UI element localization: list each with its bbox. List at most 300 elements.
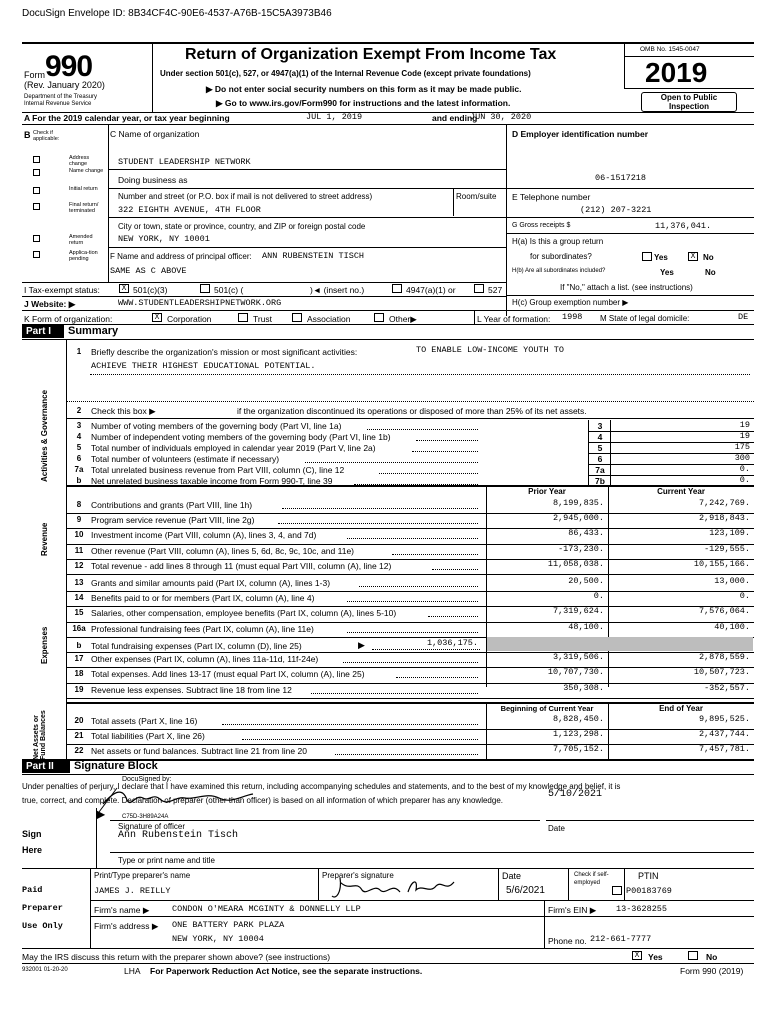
- line-number: 4: [76, 432, 82, 441]
- current-year-value: 0.: [739, 591, 750, 602]
- line16b-underline: [372, 649, 480, 650]
- line-number: 10: [74, 530, 84, 540]
- current-year-value: 7,242,769.: [698, 498, 750, 508]
- rule-firm-addr: [90, 916, 754, 917]
- signature-date: 5/10/2021: [548, 789, 603, 800]
- row-value: 300: [734, 453, 750, 463]
- line-number: 1: [76, 347, 82, 356]
- part2-title: Signature Block: [74, 760, 158, 772]
- other-label: Other▶: [389, 314, 417, 324]
- rule-k-top: [22, 310, 754, 311]
- row-dots: [347, 632, 478, 633]
- subordinates-no-label: No: [705, 268, 716, 277]
- row-box-number: 7a: [595, 465, 605, 475]
- row-divider: [588, 464, 589, 475]
- tax-year-begin: JUL 1, 2019: [306, 112, 363, 122]
- subordinates-included-label: H(b) Are all subordinates included?: [512, 268, 606, 274]
- insert-no-label: )◄ (insert no.): [310, 285, 365, 295]
- row-dots: [343, 662, 478, 663]
- officer-signature: [95, 782, 265, 816]
- discuss-no-label: No: [706, 952, 718, 962]
- prep-col4: [624, 868, 625, 900]
- group-exemption-label: H(c) Group exemption number ▶: [512, 298, 629, 307]
- prior-year-value: 8,199,835.: [552, 498, 604, 508]
- corporation-checkbox[interactable]: X: [152, 313, 162, 322]
- ssn-warning: ▶ Do not enter social security numbers on this form as it may be made public.: [206, 84, 522, 94]
- form-revision: (Rev. January 2020): [24, 80, 105, 90]
- row-dots: [359, 586, 478, 587]
- row-dots: [278, 523, 478, 524]
- current-year-value: -129,555.: [704, 543, 750, 554]
- prior-year-value: 2,945,000.: [552, 513, 604, 524]
- part2-tag: Part II: [22, 760, 70, 773]
- date-line: [546, 820, 754, 821]
- discuss-yes-label: Yes: [648, 952, 663, 962]
- arrow-right-icon: ▶: [358, 640, 365, 650]
- status-501c3-label: 501(c)(3): [133, 285, 168, 295]
- row-label: Total revenue - add lines 8 through 11 (must equal Part VIII, column (A), line 12): [91, 560, 392, 571]
- row-box-number: 7b: [595, 476, 605, 486]
- prior-year-value: 10,707,730.: [547, 667, 604, 678]
- open-to-public-box: Open to Public Inspection: [624, 88, 754, 112]
- street-label: Number and street (or P.O. box if mail is not delivered to street address): [118, 192, 373, 201]
- header-divider-left: [152, 42, 153, 112]
- line-number: 3: [76, 421, 82, 430]
- use-only-label: Use Only: [22, 921, 63, 931]
- penalty-text-2: true, correct, and complete. Declaration of preparer (other than officer) is based on all information of which preparer has any knowledge.: [22, 796, 503, 805]
- side-label-net-assets: Net Assets or Fund Balances: [33, 710, 47, 760]
- row-dots: [392, 554, 478, 555]
- group-return-yes-label: Yes: [654, 253, 668, 262]
- row-label: Total number of individuals employed in calendar year 2019 (Part V, line 2a): [91, 443, 376, 453]
- website-url[interactable]: WWW.STUDENTLEADERSHIPNETWORK.ORG: [118, 298, 282, 308]
- tax-exempt-label: I Tax-exempt status:: [24, 285, 100, 295]
- line-number: b: [76, 641, 82, 650]
- prior-year-value: 7,319,624.: [552, 606, 604, 617]
- rule-c4: [108, 247, 506, 248]
- paperwork-notice: For Paperwork Reduction Act Notice, see the separate instructions.: [150, 966, 423, 976]
- form-code: 932001 01-20-20: [22, 967, 68, 973]
- check-applicable-checkbox[interactable]: [33, 187, 40, 194]
- firm-name: CONDON O'MEARA MCGINTY & DONNELLY LLP: [172, 904, 361, 914]
- lha-label: LHA: [124, 966, 141, 976]
- prior-year-value: 0.: [593, 591, 604, 602]
- self-employed-checkbox[interactable]: [612, 886, 622, 895]
- row-divider: [588, 420, 589, 431]
- prior-year-value: 1,123,298.: [552, 729, 604, 739]
- arrow-right-icon: ▶: [142, 905, 150, 915]
- current-year-value: 2,878,559.: [698, 652, 750, 662]
- row-label: Total unrelated business revenue from Part VIII, column (C), line 12: [91, 465, 345, 475]
- form-subtitle: Under section 501(c), 527, or 4947(a)(1) of the Internal Revenue Code (except private foundations): [160, 69, 531, 78]
- paid-label: Paid: [22, 885, 43, 895]
- check-applicable-checkbox[interactable]: [33, 235, 40, 242]
- preparer-name-label: Print/Type preparer's name: [94, 871, 191, 880]
- check-applicable-label: Initial return: [69, 186, 98, 192]
- prior-year-value: 48,100.: [568, 621, 604, 632]
- trust-checkbox[interactable]: [238, 313, 248, 322]
- divider-k-l: [474, 310, 475, 324]
- part1-title: Summary: [68, 325, 119, 337]
- domicile-label: M State of legal domicile:: [600, 314, 690, 323]
- row-box-number: 6: [597, 454, 603, 464]
- arrow-right-icon: ▶: [622, 298, 629, 307]
- rule-c3: [108, 217, 506, 218]
- row-label: Contributions and grants (Part VIII, line 1h): [91, 500, 253, 510]
- association-label: Association: [307, 314, 351, 324]
- docusigned-label: DocuSigned by:: [122, 776, 172, 783]
- website-label: J Website: ▶: [24, 299, 76, 309]
- row-label: Program service revenue (Part VIII, line 2g): [91, 515, 255, 526]
- name-of-org-label: C Name of organization: [110, 129, 200, 139]
- firm-address-line1: ONE BATTERY PARK PLAZA: [172, 920, 285, 930]
- row-dots: [335, 754, 478, 755]
- trust-label: Trust: [253, 314, 273, 324]
- row-label: Investment income (Part VIII, column (A), lines 3, 4, and 7d): [91, 530, 317, 541]
- line-number: 15: [74, 608, 84, 618]
- row-divider: [588, 431, 589, 442]
- check-applicable-label: Final return/ terminated: [69, 202, 99, 214]
- prior-year-value: 350,308.: [563, 682, 604, 693]
- rule-c1: [108, 169, 506, 170]
- line-number: 9: [76, 515, 82, 525]
- line-number: 8: [76, 500, 82, 509]
- room-suite-label: Room/suite: [456, 192, 497, 201]
- row-label: Grants and similar amounts paid (Part IX, column (A), lines 1-3): [91, 578, 331, 588]
- line-number: 5: [76, 443, 82, 452]
- side-label-activities: Activities & Governance: [40, 389, 49, 482]
- prior-year-header: Prior Year: [528, 487, 566, 496]
- discuss-yes-checkbox[interactable]: X: [632, 951, 642, 960]
- preparer-date-label: Date: [502, 871, 522, 881]
- rule-part2-title: [22, 774, 754, 775]
- form-title: Return of Organization Exempt From Income Tax: [185, 46, 557, 63]
- firm-address-line2: NEW YORK, NY 10004: [172, 934, 264, 944]
- current-year-value: 10,155,166.: [693, 558, 750, 569]
- current-year-value: 40,100.: [714, 621, 750, 632]
- row-dots: [282, 508, 478, 509]
- ein-value: 06-1517218: [595, 173, 647, 183]
- status-501c3-checkbox[interactable]: X: [119, 284, 129, 293]
- row-label: Total number of volunteers (estimate if necessary): [91, 454, 280, 464]
- here-label: Here: [22, 845, 43, 855]
- line-number: 6: [76, 454, 82, 463]
- status-501c-checkbox[interactable]: [200, 284, 210, 293]
- signature-of-officer-label: Signature of officer: [118, 822, 186, 831]
- end-year-header: End of Year: [659, 704, 703, 713]
- rule-c2: [108, 188, 506, 189]
- divider-b-c: [108, 124, 109, 282]
- side-label-expenses: Expenses: [40, 626, 49, 664]
- arrow-right-icon: ▶: [151, 921, 159, 931]
- firm-ein-divider: [544, 900, 545, 948]
- check-applicable-checkbox[interactable]: [33, 156, 40, 163]
- ptin-value: P00183769: [626, 886, 672, 896]
- type-print-label: Type or print name and title: [118, 856, 215, 865]
- discuss-no-checkbox[interactable]: [688, 951, 698, 960]
- prep-col2: [498, 868, 499, 900]
- check-applicable-checkbox[interactable]: [33, 203, 40, 210]
- firm-address-label: Firm's address ▶: [94, 921, 159, 931]
- row-label: Salaries, other compensation, employee benefits (Part IX, column (A), lines 5-10): [91, 608, 397, 619]
- rule-part1-top: [22, 324, 754, 325]
- tax-year-end: JUN 30, 2020: [470, 112, 532, 122]
- row-dots: [347, 538, 478, 539]
- prior-year-value: 3,319,506.: [552, 652, 604, 662]
- rule-j-top: [22, 296, 506, 297]
- prep-col1: [318, 868, 319, 900]
- sign-here-arrow-icon: ▶: [96, 807, 106, 821]
- line-number: 21: [74, 731, 84, 740]
- city-state-zip: NEW YORK, NY 10001: [118, 234, 210, 244]
- self-employed-label: Check if self-employed: [574, 872, 609, 886]
- row-dots: [428, 616, 478, 617]
- line-number: 17: [74, 654, 84, 663]
- check-applicable-label: Name change: [69, 168, 104, 174]
- arrow-right-icon: ▶: [410, 314, 417, 324]
- row-divider: [610, 464, 611, 475]
- year-formation-value: 1998: [562, 312, 583, 322]
- row-label: Net unrelated business taxable income from Form 990-T, line 39: [91, 476, 333, 486]
- row-divider: [610, 420, 611, 431]
- row-dots: [367, 429, 479, 430]
- row-dots: [432, 569, 478, 570]
- current-year-value: 123,109.: [709, 528, 750, 539]
- row-dots: [412, 451, 478, 452]
- row-label: Net assets or fund balances. Subtract line 21 from line 20: [91, 746, 307, 756]
- rule-d4: [506, 295, 754, 296]
- mission-text-1: TO ENABLE LOW-INCOME YOUTH TO: [416, 345, 564, 355]
- footer-form-label: Form 990 (2019): [680, 966, 744, 976]
- arrow-right-icon: ▶: [589, 905, 597, 915]
- current-year-value: 13,000.: [714, 576, 750, 586]
- firm-ein-label: Firm's EIN ▶: [548, 905, 597, 915]
- domicile-value: DE: [738, 312, 749, 322]
- prior-year-value: 20,500.: [568, 576, 604, 586]
- firm-phone-label: Phone no.: [548, 936, 587, 946]
- row-label: Total assets (Part X, line 16): [91, 716, 198, 726]
- line16b-value: 1,036,175.: [426, 638, 478, 648]
- status-527-checkbox[interactable]: [474, 284, 484, 293]
- arrow-right-icon: ▶: [216, 98, 225, 108]
- row-label: Number of voting members of the governing body (Part VI, line 1a): [91, 421, 342, 431]
- mission-dots-2: [66, 401, 754, 402]
- rule-a-bottom: [22, 124, 754, 125]
- row-value: 19: [739, 420, 750, 430]
- group-return-no-label: No: [703, 253, 714, 262]
- rule-i-top: [22, 282, 506, 283]
- row-box-number: 5: [597, 443, 603, 453]
- line-number: 16a: [72, 623, 86, 633]
- preparer-divider: [90, 868, 91, 948]
- group-return-no-checkbox[interactable]: X: [688, 252, 698, 261]
- check-applicable-label: Amended return: [69, 234, 93, 246]
- row-label: Number of independent voting members of the governing body (Part VI, line 1b): [91, 432, 391, 442]
- line16b-shaded: [487, 637, 753, 651]
- row-box-number: 4: [597, 432, 603, 442]
- check-applicable-checkbox[interactable]: [33, 169, 40, 176]
- check-applicable-label: Address change: [69, 155, 90, 167]
- form-number: 990: [45, 50, 93, 83]
- phone-label: E Telephone number: [512, 192, 591, 202]
- part1-side-divider: [66, 339, 67, 759]
- prior-year-value: -173,230.: [558, 543, 604, 554]
- preparer-name: JAMES J. REILLY: [94, 886, 171, 896]
- row-label: Total liabilities (Part X, line 26): [91, 731, 205, 741]
- check-applicable-label: Applica-tion pending: [69, 250, 98, 262]
- check-if-applicable: Check if applicable:: [33, 130, 60, 142]
- row-dots: [416, 440, 478, 441]
- firm-ein-value: 13-3628255: [616, 904, 668, 914]
- name-title-line: [110, 852, 754, 853]
- arrow-right-icon: ▶: [149, 406, 156, 416]
- envelope-id: DocuSign Envelope ID: 8B34CF4C-90E6-4537-A76B-15C5A3973B46: [22, 8, 332, 19]
- prior-col-right: [608, 485, 609, 687]
- row-dots: [379, 473, 478, 474]
- subordinates-yes-label: Yes: [660, 268, 674, 277]
- association-checkbox[interactable]: [292, 313, 302, 322]
- group-return-question: for subordinates?: [530, 252, 592, 261]
- status-4947-label: 4947(a)(1) or: [406, 285, 456, 295]
- line-number: 13: [74, 578, 84, 587]
- rule-footer-top: [22, 948, 754, 949]
- row-dots: [311, 693, 478, 694]
- firm-name-label: Firm's name ▶: [94, 905, 150, 915]
- current-year-value: 2,437,744.: [698, 729, 750, 739]
- sign-label: Sign: [22, 829, 42, 839]
- officer-printed-name: Ann Rubenstein Tisch: [118, 830, 239, 841]
- city-label: City or town, state or province, country, and ZIP or foreign postal code: [118, 222, 366, 231]
- row-divider: [610, 453, 611, 464]
- ein-label: D Employer identification number: [512, 129, 649, 139]
- prior-year-value: 86,433.: [568, 528, 604, 539]
- line-a-label: A For the 2019 calendar year, or tax year beginning: [24, 113, 230, 123]
- omb-number: OMB No. 1545-0047: [640, 46, 700, 53]
- signature-id: C75D-3H89A24A: [122, 814, 169, 820]
- line-number: 22: [74, 746, 84, 755]
- row-dots: [347, 601, 478, 602]
- street-address: 322 EIGHTH AVENUE, 4TH FLOOR: [118, 205, 261, 215]
- signature-line: [110, 820, 540, 821]
- line2-check-label: Check this box ▶: [91, 406, 156, 416]
- group-return-yes-checkbox[interactable]: [642, 252, 652, 261]
- arrow-right-icon: ▶: [68, 299, 76, 309]
- firm-phone-value: 212-661-7777: [590, 934, 652, 944]
- form-of-org-label: K Form of organization:: [24, 314, 113, 324]
- row-dots: [222, 724, 479, 725]
- ptin-label: PTIN: [638, 871, 659, 881]
- subordinates-note: If "No," attach a list. (see instructions): [560, 283, 693, 292]
- current-year-value: 7,576,064.: [698, 606, 750, 617]
- room-divider: [453, 188, 454, 216]
- current-year-header: Current Year: [657, 487, 705, 496]
- top-rule: [22, 42, 754, 44]
- row-rule: [66, 574, 754, 575]
- row-label: Total expenses. Add lines 13-17 (must equal Part IX, column (A), line 25): [91, 669, 365, 680]
- status-501c-label: 501(c) (: [214, 285, 244, 295]
- rule-d2: [506, 217, 754, 218]
- row-value: 175: [734, 442, 750, 452]
- principal-officer-address: SAME AS C ABOVE: [110, 266, 187, 276]
- prior-year-value: 11,058,038.: [547, 558, 604, 569]
- dba-label: Doing business as: [118, 175, 188, 185]
- gross-receipts-label: G Gross receipts $: [512, 222, 571, 229]
- gross-receipts-value: 11,376,041.: [655, 221, 712, 231]
- prior-year-value: 7,705,152.: [552, 744, 604, 754]
- row-value: 19: [739, 431, 750, 441]
- instructions-link: ▶ Go to www.irs.gov/Form990 for instructions and the latest information.: [216, 98, 511, 108]
- row-value: 0.: [739, 475, 750, 485]
- group-return-label: H(a) Is this a group return: [512, 237, 604, 246]
- rule-firm-name: [90, 900, 754, 901]
- line-number: 7a: [74, 465, 84, 474]
- rule-preparer-top: [22, 868, 754, 869]
- and-ending-label: and ending: [432, 113, 478, 123]
- rule-part1-title: [22, 339, 754, 340]
- current-year-value: -352,557.: [704, 682, 750, 693]
- year-formation-label: L Year of formation:: [477, 314, 551, 324]
- line-number: 11: [74, 545, 84, 555]
- prep-col3: [568, 868, 569, 900]
- side-label-revenue: Revenue: [40, 522, 49, 556]
- status-4947-checkbox[interactable]: [392, 284, 402, 293]
- arrow-right-icon: ▶: [206, 84, 215, 94]
- line-number: 12: [74, 560, 84, 570]
- row-label: Other expenses (Part IX, column (A), lines 11a-11d, 11f-24e): [91, 654, 319, 664]
- rule-footer-bottom: [22, 963, 754, 964]
- row-label: Revenue less expenses. Subtract line 18 from line 12: [91, 684, 292, 695]
- line-number: b: [76, 476, 82, 485]
- mission-dots: [90, 374, 750, 375]
- row-divider: [588, 442, 589, 453]
- line2-text: if the organization discontinued its operations or disposed of more than 25% of its net assets.: [237, 406, 587, 416]
- rule-d3: [506, 233, 754, 234]
- department-line2: Internal Revenue Service: [24, 101, 92, 107]
- line-number: 18: [74, 669, 84, 679]
- status-527-label: 527: [488, 285, 503, 295]
- rule-d1: [506, 188, 754, 189]
- corporation-label: Corporation: [167, 314, 212, 324]
- line16b-label: Total fundraising expenses (Part IX, column (D), line 25): [91, 641, 302, 651]
- current-year-value: 7,457,781.: [698, 744, 750, 754]
- divider-c-d: [506, 124, 507, 316]
- penalty-text-1: Under penalties of perjury, I declare that I have examined this return, including accompanying schedules and statements, and to the best of my knowledge and belief, it is: [22, 782, 621, 791]
- department-line1: Department of the Treasury: [24, 94, 98, 100]
- current-year-value: 2,918,843.: [698, 513, 750, 524]
- other-checkbox[interactable]: [374, 313, 384, 322]
- sign-date-label: Date: [548, 824, 565, 833]
- row-label: Professional fundraising fees (Part IX, column (A), line 11e): [91, 623, 314, 634]
- rule-l2: [66, 418, 754, 419]
- line-number: 20: [74, 716, 84, 725]
- prior-year-value: 8,828,450.: [552, 714, 604, 724]
- row-dots: [396, 677, 478, 678]
- line-number: 19: [74, 684, 84, 694]
- check-applicable-checkbox[interactable]: [33, 251, 40, 258]
- phone-value: (212) 207-3221: [580, 205, 652, 215]
- row-box-number: 3: [597, 421, 603, 431]
- principal-officer-label: F Name and address of principal officer:: [110, 252, 252, 261]
- section-b-label: B: [24, 130, 31, 140]
- row-divider: [610, 431, 611, 442]
- irs-discuss-question: May the IRS discuss this return with the preparer shown above? (see instructions): [22, 952, 331, 962]
- preparer-date: 5/6/2021: [506, 885, 545, 896]
- principal-officer-name: ANN RUBENSTEIN TISCH: [262, 251, 365, 261]
- row-rule: [66, 698, 754, 699]
- preparer-label: Preparer: [22, 903, 63, 913]
- organization-name: STUDENT LEADERSHIP NETWORK: [118, 157, 251, 167]
- row-label: Other revenue (Part VIII, column (A), lines 5, 6d, 8c, 9c, 10c, and 11e): [91, 545, 354, 556]
